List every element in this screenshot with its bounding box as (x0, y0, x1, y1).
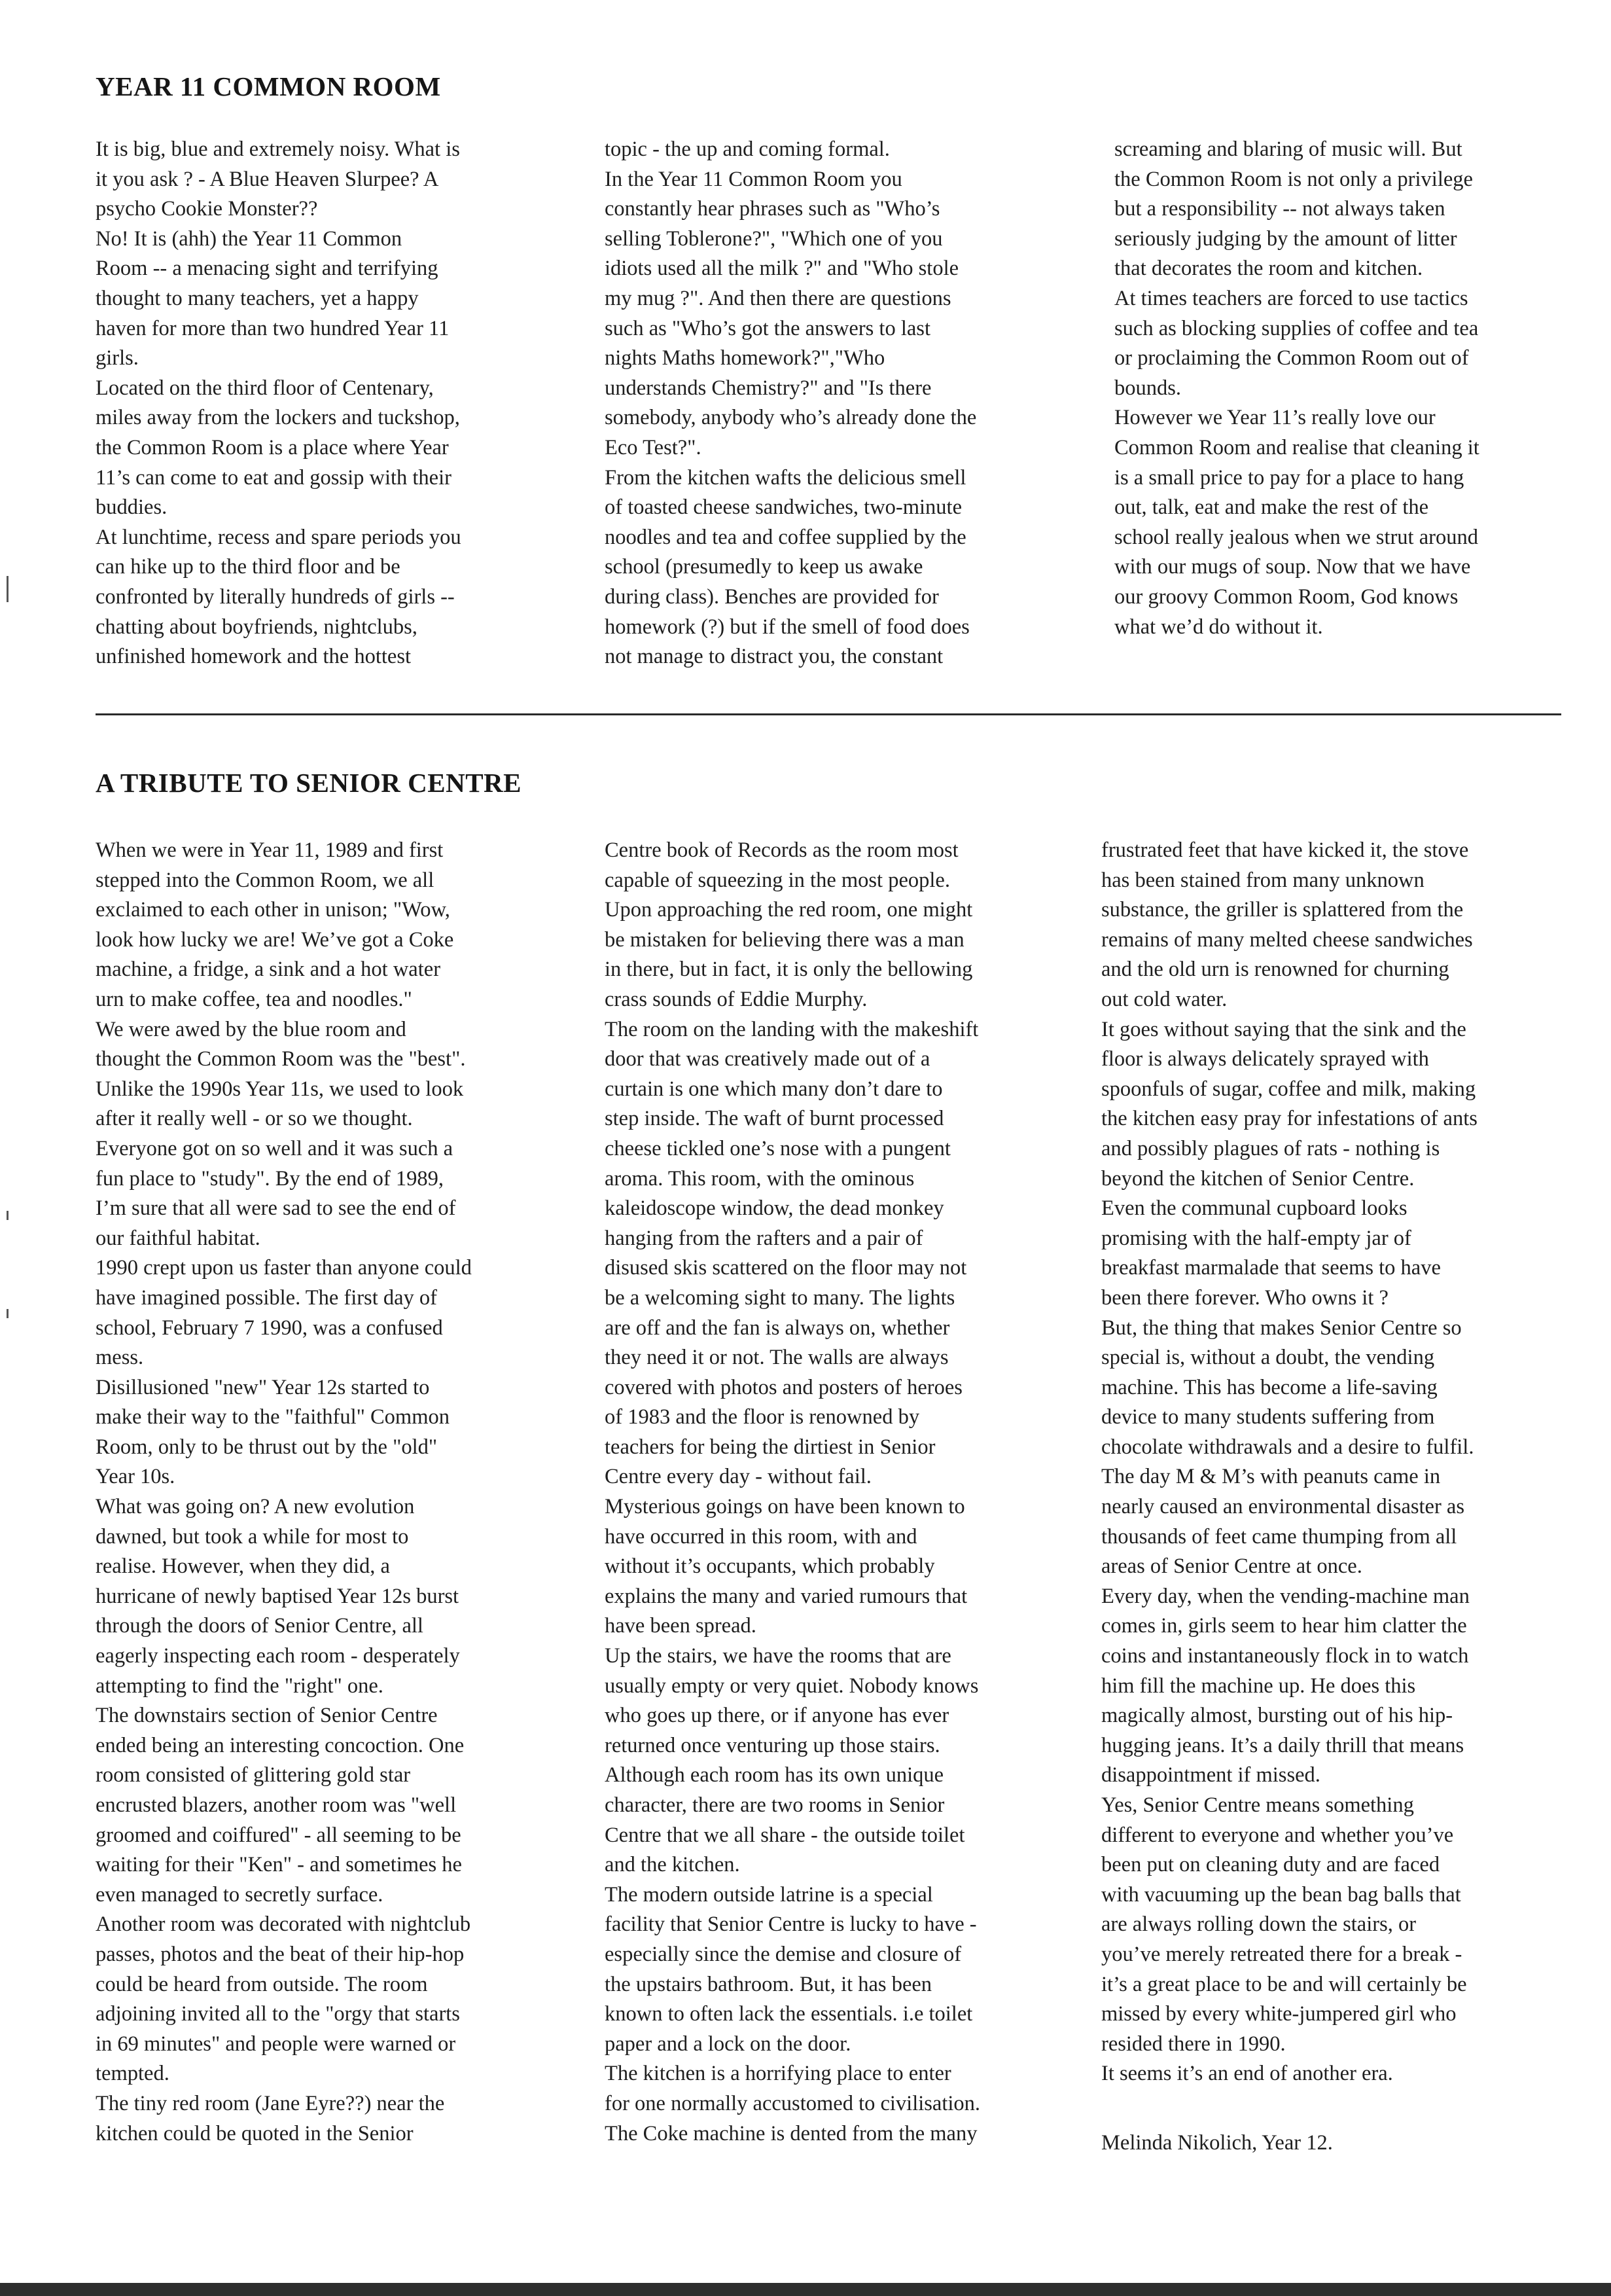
text-line: are off and the fan is always on, whether (605, 1316, 950, 1340)
year11-article-column-3 (1114, 135, 1585, 642)
text-line: Up the stairs, we have the rooms that are (605, 1644, 951, 1668)
text-line: Yes, Senior Centre means something (1101, 1793, 1414, 1817)
text-line: Unlike the 1990s Year 11s, we used to look (96, 1077, 464, 1101)
text-line: school really jealous when we strut around (1114, 525, 1478, 549)
text-line: ended being an interesting concoction. One (96, 1733, 465, 1757)
text-line: machine, a fridge, a sink and a hot water (96, 958, 441, 982)
text-line: hugging jeans. It’s a daily thrill that means (1101, 1733, 1464, 1757)
text-line: Located on the third floor of Centenary, (96, 376, 434, 400)
scan-margin-mark (7, 1309, 9, 1318)
text-line: my mug ?". And then there are questions (605, 286, 951, 310)
text-line: our groovy Common Room, God knows (1114, 584, 1459, 609)
text-line: capable of squeezing in the most people. (605, 868, 950, 892)
text-line: Disillusioned "new" Year 12s started to (96, 1375, 430, 1399)
tribute-article-column-3 (1101, 836, 1572, 2089)
text-line: But, the thing that makes Senior Centre so (1101, 1316, 1462, 1340)
year11-article-column-1 (96, 135, 567, 672)
text-line: him fill the machine up. He does this (1101, 1674, 1416, 1698)
text-line: device to many students suffering from (1101, 1405, 1435, 1429)
text-line: it’s a great place to be and will certainly be (1101, 1972, 1467, 1996)
text-line: character, there are two rooms in Senior (605, 1793, 945, 1817)
text-line: confronted by literally hundreds of girls -- (96, 584, 455, 609)
text-line: haven for more than two hundred Year 11 (96, 316, 450, 340)
text-line: groomed and coiffured" - all seeming to be (96, 1823, 461, 1847)
text-line: The room on the landing with the makeshift (605, 1017, 979, 1041)
text-line: Although each room has its own unique (605, 1763, 944, 1787)
text-line: without it’s occupants, which probably (605, 1554, 935, 1579)
text-line: The downstairs section of Senior Centre (96, 1704, 438, 1728)
text-line: promising with the half-empty jar of (1101, 1226, 1411, 1250)
text-line: eagerly inspecting each room - desperately (96, 1644, 460, 1668)
text-line: you’ve merely retreated there for a break - (1101, 1942, 1462, 1966)
text-line: out cold water. (1101, 987, 1228, 1011)
text-line: dawned, but took a while for most to (96, 1524, 409, 1549)
text-line: Even the communal cupboard looks (1101, 1196, 1407, 1221)
text-line: look how lucky we are! We’ve got a Coke (96, 927, 454, 952)
text-line: be a welcoming sight to many. The lights (605, 1285, 955, 1310)
tribute-article-column-1 (96, 836, 567, 2149)
text-line: adjoining invited all to the "orgy that starts (96, 2002, 460, 2026)
text-line: areas of Senior Centre at once. (1101, 1554, 1362, 1579)
text-line: somebody, anybody who’s already done the (605, 406, 977, 430)
text-line: miles away from the lockers and tuckshop, (96, 406, 460, 430)
text-line: chocolate withdrawals and a desire to fulfil. (1101, 1435, 1474, 1459)
text-line: it you ask ? - A Blue Heaven Slurpee? A (96, 167, 439, 191)
text-line: beyond the kitchen of Senior Centre. (1101, 1166, 1415, 1191)
text-line: topic - the up and coming formal. (605, 137, 890, 161)
text-line: stepped into the Common Room, we all (96, 868, 434, 892)
text-line: 1990 crept upon us faster than anyone could (96, 1256, 472, 1280)
text-line: breakfast marmalade that seems to have (1101, 1256, 1441, 1280)
text-line: The day M & M’s with peanuts came in (1101, 1465, 1441, 1489)
text-line: encrusted blazers, another room was "well (96, 1793, 457, 1817)
text-line: been put on cleaning duty and are faced (1101, 1853, 1440, 1877)
text-line: What was going on? A new evolution (96, 1495, 415, 1519)
author-byline: Melinda Nikolich, Year 12. (1101, 2131, 1333, 2155)
text-line: in 69 minutes" and people were warned or (96, 2032, 456, 2056)
text-line: in there, but in fact, it is only the bellowing (605, 958, 973, 982)
text-line: with vacuuming up the bean bag balls that (1101, 1882, 1461, 1907)
text-line: aroma. This room, with the ominous (605, 1166, 915, 1191)
text-line: The Coke machine is dented from the many (605, 2121, 978, 2145)
text-line: seriously judging by the amount of litter (1114, 226, 1457, 251)
text-line: are always rolling down the stairs, or (1101, 1912, 1417, 1937)
text-line: noodles and tea and coffee supplied by the (605, 525, 966, 549)
text-line: tempted. (96, 2062, 169, 2086)
year11-common-room-title: YEAR 11 COMMON ROOM (96, 71, 441, 101)
text-line: Room -- a menacing sight and terrifying (96, 257, 438, 281)
text-line: It goes without saying that the sink and the (1101, 1017, 1466, 1041)
text-line: waiting for their "Ken" - and sometimes he (96, 1853, 462, 1877)
text-line: attempting to find the "right" one. (96, 1674, 383, 1698)
text-line: the kitchen easy pray for infestations of ants (1101, 1107, 1478, 1131)
text-line: unfinished homework and the hottest (96, 645, 411, 669)
section-divider (96, 713, 1561, 715)
text-line: of 1983 and the floor is renowned by (605, 1405, 920, 1429)
text-line: The kitchen is a horrifying place to enter (605, 2062, 951, 2086)
text-line: However we Year 11’s really love our (1114, 406, 1436, 430)
text-line: the Common Room is not only a privilege (1114, 167, 1473, 191)
text-line: during class). Benches are provided for (605, 584, 939, 609)
text-line: be mistaken for believing there was a man (605, 927, 965, 952)
text-line: machine. This has become a life-saving (1101, 1375, 1438, 1399)
text-line: Year 10s. (96, 1465, 175, 1489)
text-line: the Common Room is a place where Year (96, 435, 449, 459)
text-line: exclaimed to each other in unison; "Wow, (96, 898, 450, 922)
text-line: not manage to distract you, the constant (605, 645, 944, 669)
text-line: substance, the griller is splattered from the (1101, 898, 1464, 922)
text-line: Upon approaching the red room, one might (605, 898, 973, 922)
text-line: paper and a lock on the door. (605, 2032, 851, 2056)
text-line: different to everyone and whether you’ve (1101, 1823, 1454, 1847)
text-line: urn to make coffee, tea and noodles." (96, 987, 412, 1011)
text-line: and the old urn is renowned for churning (1101, 958, 1449, 982)
text-line: missed by every white-jumpered girl who (1101, 2002, 1457, 2026)
text-line: Common Room and realise that cleaning it (1114, 435, 1479, 459)
text-line: It seems it’s an end of another era. (1101, 2062, 1393, 2086)
text-line: I’m sure that all were sad to see the end of (96, 1196, 456, 1221)
text-line: Centre that we all share - the outside toilet (605, 1823, 965, 1847)
scan-margin-mark (7, 576, 9, 602)
text-line: homework (?) but if the smell of food does (605, 615, 970, 639)
text-line: cheese tickled one’s nose with a pungent (605, 1136, 951, 1160)
text-line: special is, without a doubt, the vending (1101, 1346, 1435, 1370)
text-line: fun place to "study". By the end of 1989, (96, 1166, 444, 1191)
text-line: kitchen could be quoted in the Senior (96, 2121, 414, 2145)
year11-article-column-2 (605, 135, 1076, 672)
text-line: have been spread. (605, 1614, 756, 1638)
text-line: and possibly plagues of rats - nothing is (1101, 1136, 1440, 1160)
text-line: our faithful habitat. (96, 1226, 260, 1250)
text-line: for one normally accustomed to civilisation. (605, 2091, 981, 2115)
text-line: hurricane of newly baptised Year 12s burst (96, 1584, 459, 1608)
text-line: make their way to the "faithful" Common (96, 1405, 450, 1429)
text-line: The modern outside latrine is a special (605, 1882, 933, 1907)
text-line: who goes up there, or if anyone has ever (605, 1704, 949, 1728)
text-line: room consisted of glittering gold star (96, 1763, 411, 1787)
text-line: 11’s can come to eat and gossip with their (96, 465, 451, 490)
text-line: It is big, blue and extremely noisy. What is (96, 137, 460, 161)
text-line: At times teachers are forced to use tactics (1114, 286, 1468, 310)
text-line: In the Year 11 Common Room you (605, 167, 902, 191)
text-line: returned once venturing up those stairs. (605, 1733, 940, 1757)
text-line: chatting about boyfriends, nightclubs, (96, 615, 417, 639)
text-line: passes, photos and the beat of their hip-hop (96, 1942, 465, 1966)
tribute-article-column-2 (605, 836, 1076, 2149)
text-line: especially since the demise and closure of (605, 1942, 962, 1966)
text-line: From the kitchen wafts the delicious smell (605, 465, 966, 490)
text-line: and the kitchen. (605, 1853, 740, 1877)
text-line: known to often lack the essentials. i.e toilet (605, 2002, 973, 2026)
text-line: screaming and blaring of music will. But (1114, 137, 1462, 161)
text-line: coins and instantaneously flock in to watch (1101, 1644, 1469, 1668)
text-line: disappointment if missed. (1101, 1763, 1320, 1787)
senior-centre-tribute-title: A TRIBUTE TO SENIOR CENTRE (96, 768, 522, 798)
text-line: The tiny red room (Jane Eyre??) near the (96, 2091, 445, 2115)
text-line: Mysterious goings on have been known to (605, 1495, 965, 1519)
text-line: through the doors of Senior Centre, all (96, 1614, 423, 1638)
text-line: have occurred in this room, with and (605, 1524, 917, 1549)
text-line: magically almost, bursting out of his hip- (1101, 1704, 1453, 1728)
text-line: nearly caused an environmental disaster as (1101, 1495, 1464, 1519)
text-line: At lunchtime, recess and spare periods you (96, 525, 461, 549)
text-line: that decorates the room and kitchen. (1114, 257, 1423, 281)
text-line: after it really well - or so we thought. (96, 1107, 413, 1131)
text-line: bounds. (1114, 376, 1182, 400)
text-line: have imagined possible. The first day of (96, 1285, 437, 1310)
text-line: is a small price to pay for a place to hang (1114, 465, 1464, 490)
text-line: facility that Senior Centre is lucky to have - (605, 1912, 977, 1937)
text-line: crass sounds of Eddie Murphy. (605, 987, 868, 1011)
text-line: even managed to secretly surface. (96, 1882, 383, 1907)
text-line: remains of many melted cheese sandwiches (1101, 927, 1473, 952)
text-line: they need it or not. The walls are always (605, 1346, 949, 1370)
text-line: spoonfuls of sugar, coffee and milk, making (1101, 1077, 1476, 1101)
text-line: floor is always delicately sprayed with (1101, 1047, 1429, 1071)
text-line: kaleidoscope window, the dead monkey (605, 1196, 944, 1221)
text-line: psycho Cookie Monster?? (96, 197, 318, 221)
text-line: such as blocking supplies of coffee and tea (1114, 316, 1479, 340)
text-line: understands Chemistry?" and "Is there (605, 376, 932, 400)
text-line: with our mugs of soup. Now that we have (1114, 555, 1471, 579)
text-line: thought the Common Room was the "best". (96, 1047, 466, 1071)
text-line: Eco Test?". (605, 435, 701, 459)
text-line: out, talk, eat and make the rest of the (1114, 495, 1429, 520)
text-line: mess. (96, 1346, 144, 1370)
text-line: explains the many and varied rumours that (605, 1584, 968, 1608)
text-line: Everyone got on so well and it was such a (96, 1136, 453, 1160)
scan-margin-mark (7, 1211, 9, 1220)
text-line: When we were in Year 11, 1989 and first (96, 838, 444, 862)
text-line: frustrated feet that have kicked it, the stove (1101, 838, 1469, 862)
text-line: disused skis scattered on the floor may not (605, 1256, 967, 1280)
text-line: covered with photos and posters of heroes (605, 1375, 963, 1399)
text-line: usually empty or very quiet. Nobody knows (605, 1674, 979, 1698)
scan-bottom-edge (0, 2283, 1611, 2296)
text-line: thought to many teachers, yet a happy (96, 286, 419, 310)
text-line: realise. However, when they did, a (96, 1554, 390, 1579)
text-line: girls. (96, 346, 139, 370)
text-line: school, February 7 1990, was a confused (96, 1316, 443, 1340)
text-line: of toasted cheese sandwiches, two-minute (605, 495, 963, 520)
text-line: but a responsibility -- not always taken (1114, 197, 1445, 221)
text-line: the upstairs bathroom. But, it has been (605, 1972, 932, 1996)
text-line: or proclaiming the Common Room out of (1114, 346, 1469, 370)
text-line: selling Toblerone?", "Which one of you (605, 226, 943, 251)
text-line: idiots used all the milk ?" and "Who stole (605, 257, 959, 281)
text-line: curtain is one which many don’t dare to (605, 1077, 943, 1101)
text-line: thousands of feet came thumping from all (1101, 1524, 1457, 1549)
text-line: door that was creatively made out of a (605, 1047, 930, 1071)
text-line: Centre book of Records as the room most (605, 838, 959, 862)
text-line: buddies. (96, 495, 168, 520)
text-line: nights Maths homework?","Who (605, 346, 885, 370)
text-line: teachers for being the dirtiest in Senior (605, 1435, 936, 1459)
text-line: No! It is (ahh) the Year 11 Common (96, 226, 402, 251)
text-line: school (presumedly to keep us awake (605, 555, 923, 579)
text-line: hanging from the rafters and a pair of (605, 1226, 923, 1250)
text-line: Room, only to be thrust out by the "old" (96, 1435, 438, 1459)
text-line: what we’d do without it. (1114, 615, 1323, 639)
text-line: step inside. The waft of burnt processed (605, 1107, 944, 1131)
text-line: been there forever. Who owns it ? (1101, 1285, 1389, 1310)
text-line: Centre every day - without fail. (605, 1465, 872, 1489)
text-line: comes in, girls seem to hear him clatter the (1101, 1614, 1467, 1638)
text-line: constantly hear phrases such as "Who’s (605, 197, 940, 221)
text-line: can hike up to the third floor and be (96, 555, 400, 579)
text-line: Another room was decorated with nightclub (96, 1912, 471, 1937)
text-line: has been stained from many unknown (1101, 868, 1425, 892)
text-line: could be heard from outside. The room (96, 1972, 428, 1996)
text-line: resided there in 1990. (1101, 2032, 1286, 2056)
text-line: Every day, when the vending-machine man (1101, 1584, 1470, 1608)
text-line: such as "Who’s got the answers to last (605, 316, 930, 340)
text-line: We were awed by the blue room and (96, 1017, 406, 1041)
